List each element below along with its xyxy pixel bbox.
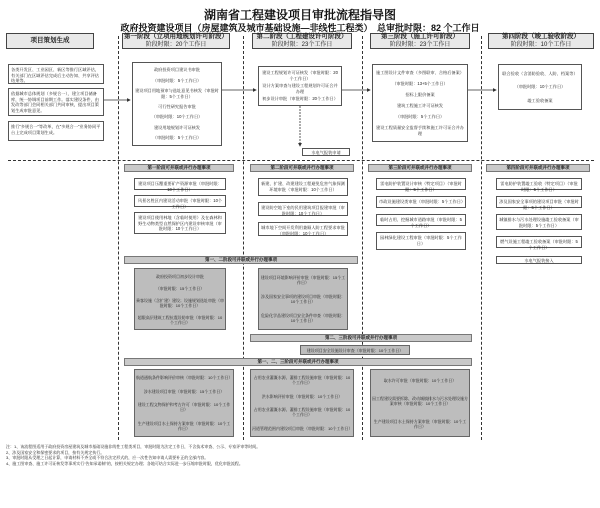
s1-item: 政府投资项目建议书审批	[153, 67, 201, 73]
s1-parallel-item: 建设项目压覆重要矿产资源审批（审批时限：10个工作日）	[134, 178, 226, 190]
s2-item: 初步设计审批（审批时限：20个工作日）	[262, 96, 338, 102]
s4-item: 联合验收（含消防验收、人防、档案等）	[502, 70, 578, 76]
s3-parallel-item: 临时占用、挖掘城市道路审批（审批时限：5个工作日）	[376, 214, 466, 226]
planning-box-multi-plan: 推行“多规合一”等改革，在“多规合一”业务协同平台上完成项目策划生成。	[8, 121, 104, 141]
band-12-head: 第一、二阶段可并联或并行办理事项	[124, 256, 358, 264]
s3-item: 建设工程质量安全监督手续和施工许可证合并办理	[376, 125, 464, 136]
band-123-item: 因工程建设需要拆除、改动城镇排水与污水处理设施方案审核（审批时限：10个工作日）	[372, 395, 468, 406]
band-12-item: 建设项目环境影响评价审批（审批时限：15个工作日）	[260, 274, 346, 285]
s1-parallel-item: 建设项目使用林地（含临时使用）及在森林和野生动物类型自然保护区内建设审核审批（审批时限：10个工作日）	[134, 212, 226, 234]
s3-item: （审批时限：5个工作日）	[395, 114, 445, 120]
s2-parallel-item: 建设防空地下室的民用建筑项目报建审批（审批时限：10个工作日）	[258, 202, 348, 216]
footnote: 注：1、该流程图适用于政府投资房屋建筑及城市基础设施非线性工程类项目，审批时限为法定工作日，不含技术审查、公示、专家评审等时间。	[6, 444, 261, 449]
s4-item: 竣工验收备案	[527, 97, 553, 103]
stage-header-4: 第四阶段（竣工验收阶段） 阶段时限：10个工作日	[488, 33, 594, 49]
s3-parallel-item: 市政设施建设类审批（审批时限：5个工作日）	[376, 196, 466, 208]
band-123-head: 第一、二、三阶段可并联或并行办理事项	[124, 358, 472, 366]
s3-item: 招标上限价备案	[405, 91, 435, 97]
footnotes	[6, 444, 594, 466]
section-divider	[8, 160, 594, 161]
stage-header-3: 第三阶段（施工许可阶段） 阶段时限：23个工作日	[370, 33, 470, 49]
footnote: 3、审批时限从受理之日起计算，申请材料不齐全或不符合法定形式的，应一次性告知申请人需要补正的全部内容。	[6, 455, 209, 461]
band-123-item: 航道通航条件影响评价审核（审批时限：10个工作日）	[136, 375, 233, 381]
band-23-head: 第二、三阶段可并联或并行办理事项	[250, 334, 472, 342]
band-123-item: 生产建设项目水土保持方案审批（审批时限：10个工作日）	[137, 420, 231, 431]
band-12-item: 乘客设施（含扩建）建设；设施规划选址审批（审批时限：10个工作日）	[136, 297, 224, 308]
page-title: 湖南省工程建设项目审批流程指导图	[203, 8, 396, 22]
s1-item: 建设用地规划许可证核发	[153, 124, 201, 130]
band-12-item: 危险化学品建设项目安全条件审查（审批时限：10个工作日）	[261, 313, 345, 324]
band-123-item: 占用农业灌溉水源、灌排工程设施审批（审批时限：10个工作日）	[253, 375, 351, 386]
s4-parallel-item: 城镇排水与污水处理设施竣工验收备案（审批时限：5个工作日）	[496, 214, 582, 230]
parallel-head-s1: 第一阶段可并联或并行办理事项	[124, 164, 234, 172]
s3-item: （审批时限：13+5个工作日）	[392, 80, 448, 86]
parallel-head-s4: 第四阶段可并联或并行办理事项	[486, 164, 590, 172]
band-123-item: 取水许可审批（审批时限：10个工作日）	[383, 377, 457, 383]
band-123-col2	[250, 369, 354, 437]
s4-parallel-item: 涉及国家安全事项的建设项目审批（审批时限：5个工作日）	[496, 196, 582, 208]
s4-parallel-item: 燃气设施工程竣工验收备案（审批时限：5个工作日）	[496, 236, 582, 248]
band-123-item: 生产建设项目水土保持方案审批（审批时限：10个工作日）	[373, 418, 467, 429]
stage-header-1: 第一阶段（立项用地规划许可阶段） 阶段时限：20个工作日	[124, 33, 228, 48]
s3-parallel-item: 园林绿化建设工程审批（审批时限：5个工作日）	[376, 232, 466, 250]
band-23-item: 建设项目安全设施设计审查（审批时限：10个工作日）	[300, 345, 410, 355]
band-12-item: （审批时限：15个工作日）	[155, 285, 205, 291]
s2-parallel-item: 新建、扩建、改建建设工程避免危害气象探测环境审批（审批时限：10个工作日）	[258, 178, 348, 196]
band-123-col1	[134, 369, 234, 437]
utility-apply-box: 水电气报装申请	[302, 148, 350, 156]
stage-header-planning: 项目策划生成	[6, 33, 94, 49]
s2-parallel-item: 城市地下空间开发利用兼顾人防工程要求审批（审批时限：10个工作日）	[258, 222, 348, 236]
band-12-right-box	[258, 268, 348, 330]
band-12-left-box	[134, 268, 226, 330]
s1-item: （审批时限：10个工作日）	[151, 114, 203, 120]
s2-item: 建设工程规划许可证核发（审批时限：20个工作日）	[262, 70, 338, 81]
page-subtitle: 政府投资建设项目（房屋建筑及城市基础设施—非线性工程类） 总审批时限：82 个工作日	[120, 23, 480, 33]
band-123-item: 涉水建设项目审批（审批时限：15个工作日）	[143, 388, 225, 394]
band-12-item: 政府投资项目初步设计审批	[156, 273, 204, 279]
footnote: 2、涉及国家安全和保密要求的项目，按有关规定执行。	[6, 449, 105, 455]
band-123-col3	[370, 369, 470, 437]
band-12-item: 超限高层建筑工程抗震设防审批（审批时限：10个工作日）	[137, 314, 223, 325]
s3-parallel-item: 雷电防护装置设计审核（特定项目）（审批时限：5个工作日）	[376, 178, 466, 190]
planning-box-regional-assessment: 各类开发区、工业园区、新区等推行区域评估，有关部门在区域评估完成后主动告知、共享评估结果等。	[8, 64, 104, 84]
s3-item: 建筑工程施工许可证核发	[396, 103, 444, 109]
parallel-head-s2: 第二阶段可并联或并行办理事项	[250, 164, 354, 172]
s3-item: 施工图设计文件审查（多图联审、合格后备案）	[376, 69, 464, 75]
s1-item: （审批时限：5个工作日）	[152, 134, 202, 140]
s4-item: （审批时限：10个工作日）	[514, 84, 566, 90]
footnote: 4、施工图审查、施工许可证核发等事项实行“告知承诺制”的，按相关规定办理；各地可结合实际进一步压缩审批时限，优化审批流程。	[6, 460, 243, 466]
s1-item: 可行性研究报告审批	[158, 103, 196, 109]
s1-item: （审批时限：5个工作日）	[152, 77, 202, 83]
band-123-item: 河道管理范围内建设项目审批（审批时限：10个工作日）	[252, 425, 353, 431]
s1-item: 建设项目用地预审与选址意见书核发（审批时限：5个工作日）	[135, 88, 219, 99]
s4-parallel-item: 水电气报装接入	[496, 256, 582, 264]
band-123-item: 占用农业灌溉水源、灌排工程设施审批（审批时限：10个工作日）	[253, 407, 351, 418]
planning-box-project-pool: 依据城市总体规划（多规合一），建立项目储备库，统一协调项目前期工作。落实建设条件，由发改等部门会同相关部门共同审核，提出项目策划生成审批意见。	[8, 88, 104, 116]
s4-parallel-item: 雷电防护装置竣工验收（特定项目）（审批时限：5个工作日）	[496, 178, 582, 190]
band-12-item: 涉及国家安全事项的建设项目审批（审批时限：10个工作日）	[261, 293, 345, 304]
parallel-head-s3: 第三阶段可并联或并行办理事项	[368, 164, 472, 172]
band-123-item: 洪水影响评价审批（审批时限：10个工作日）	[261, 393, 343, 399]
band-123-item: 建设工程文物保护和考古许可（审批时限：10个工作日）	[137, 402, 231, 413]
stage-header-2: 第二阶段（工程建设许可阶段） 阶段时限：23个工作日	[252, 33, 352, 49]
s2-item: 设计方案审查与建设工程规划许可证合并办理	[262, 83, 338, 94]
s1-parallel-item: 风景名胜区内建设活动审批（审批时限：10个工作日）	[134, 195, 226, 207]
